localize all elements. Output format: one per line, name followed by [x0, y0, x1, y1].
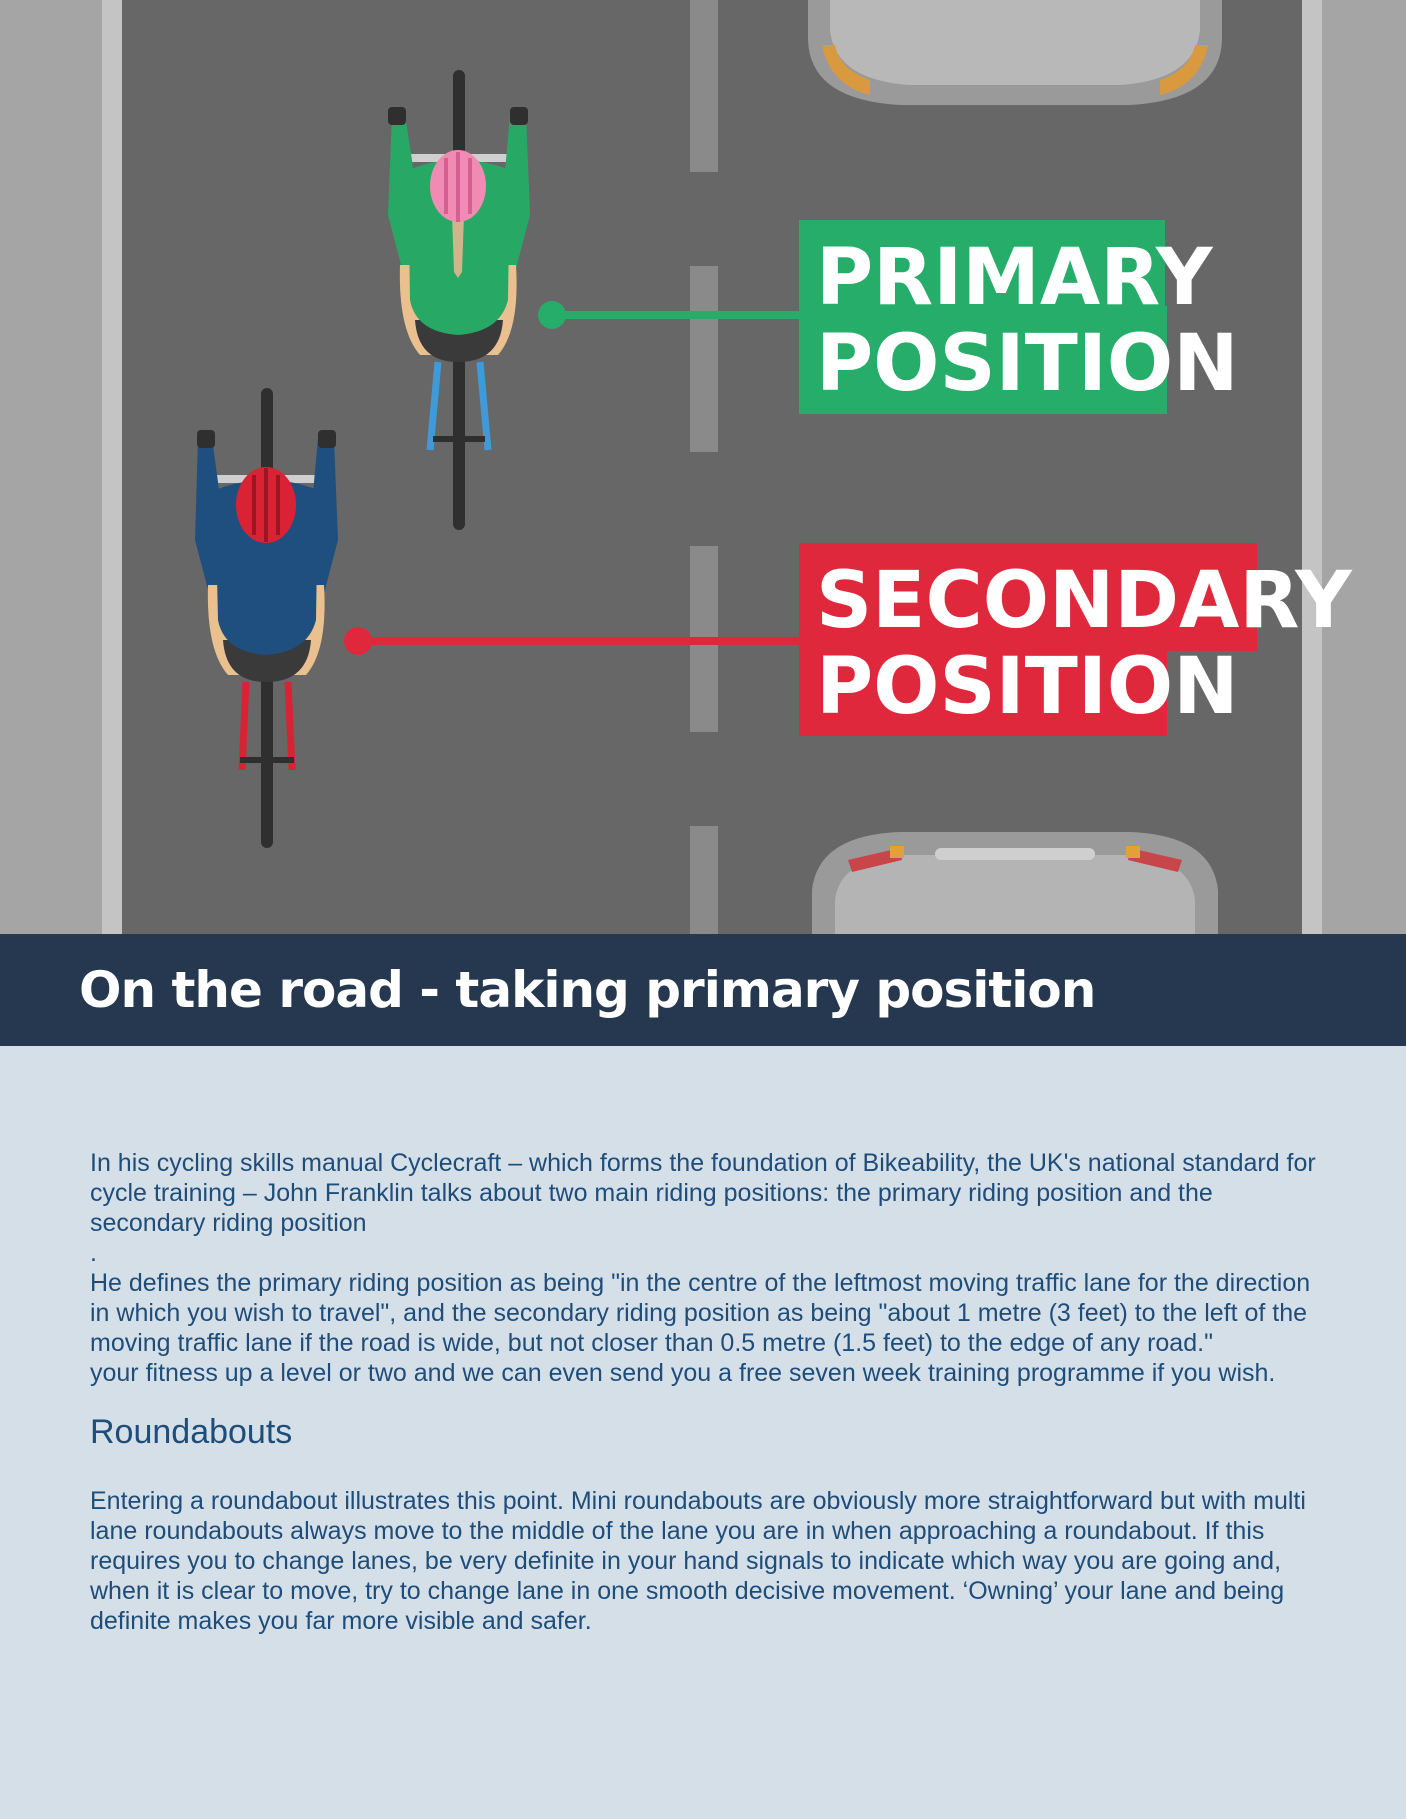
- primary-label-line1: PRIMARY: [816, 233, 1213, 323]
- roundabouts-paragraph: Entering a roundabout illustrates this point. Mini roundabouts are obviously more straightforward but with multi lane roundabouts always move to the middle of the lane you are in when approaching a roundabout. If this requires you to change lanes, be very definite in your hand signals to indicate which way you are going and, when it is clear to move, try to change lane in one smooth decisive movement. ‘Owning’ your lane and being definite makes you far more visible and safer.: [90, 1487, 1306, 1635]
- left-kerb-line: [102, 0, 122, 934]
- roundabouts-heading: Roundabouts: [90, 1413, 293, 1451]
- title-banner: [0, 934, 1406, 1046]
- right-kerb-line: [1302, 0, 1322, 934]
- article-body: [90, 1148, 1330, 1636]
- secondary-label-line2: POSITION: [816, 642, 1239, 732]
- car-bottom-icon: [812, 832, 1218, 934]
- car-top-icon: [808, 0, 1222, 105]
- intro-paragraph: In his cycling skills manual Cyclecraft – which forms the foundation of Bikeability, the UK's national standard for cycle training – John Franklin talks about two main riding positions: the primary riding position and the secondary riding position . He defines the primary riding position as being "in the centre of the leftmost moving traffic lane for the direction in which you wish to travel", and the secondary riding position as being "about 1 metre (3 feet) to the left of the moving traffic lane if the road is wide, but not closer than 0.5 metre (1.5 feet) to the edge of any road." your fitness up a level or two and we can even send you a free seven week training programme if you wish.: [90, 1149, 1316, 1387]
- primary-label-line2: POSITION: [816, 319, 1239, 409]
- secondary-label-line1: SECONDARY: [816, 556, 1352, 646]
- page-title: On the road - taking primary position: [79, 961, 1096, 1019]
